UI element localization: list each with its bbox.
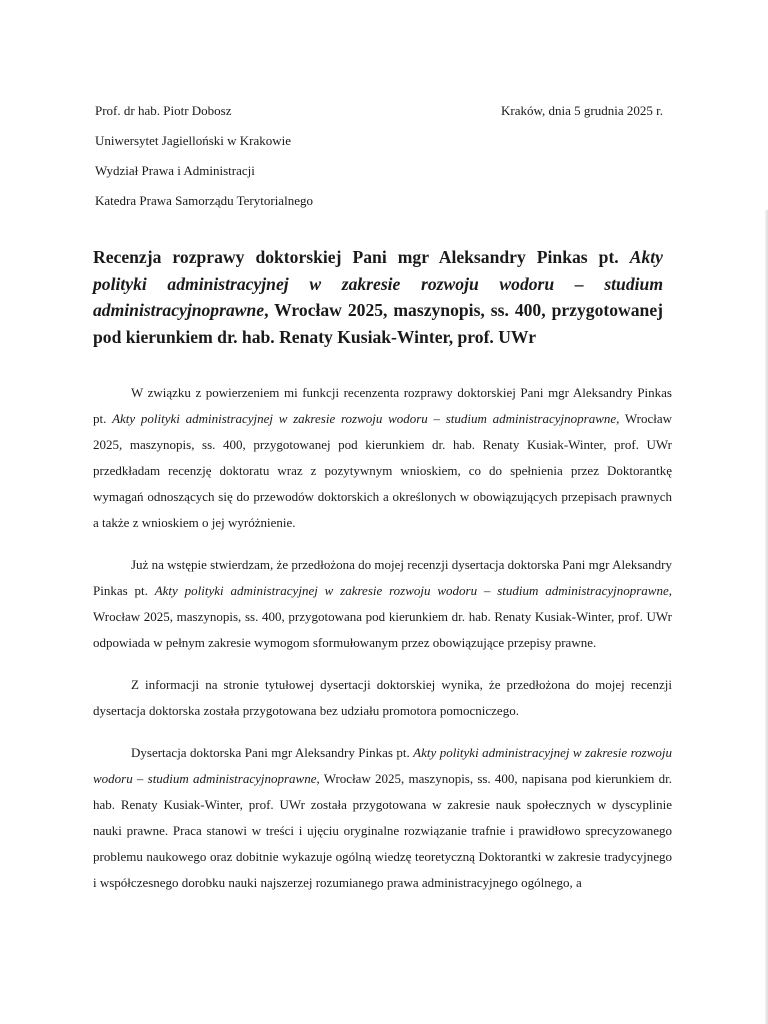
paragraph-text: Już na wstępie stwierdzam, że przedłożona do mojej recenzji dysertacja doktorska Pani mgr Aleksandry Pinkas pt. [93, 557, 672, 598]
title-lead: Recenzja rozprawy doktorskiej Pani mgr Aleksandry Pinkas pt. [93, 247, 619, 267]
review-title [93, 244, 663, 350]
letter-header [95, 96, 663, 216]
author-title: Prof. dr hab. Piotr Dobosz [95, 103, 232, 118]
paragraph-text: , Wrocław 2025, maszynopis, ss. 400, przygotowanej pod kierunkiem dr. hab. Renaty Kusiak-Winter, prof. UWr przedkładam recenzję doktoratu wraz z pozytywnym wnioskiem, co do spełnienia przez Doktorantkę wymagań odnoszących się do przewodów doktorskich a określonych w obowiązujących przepisach prawnych a także z wnioskiem o jej wyróżnienie. [93, 411, 672, 530]
faculty-name: Wydział Prawa i Administracji [95, 163, 255, 178]
paragraph-text: W związku z powierzeniem mi funkcji recenzenta rozprawy doktorskiej Pani mgr Aleksandry Pinkas pt. [93, 385, 672, 426]
title-tail: , Wrocław 2025, maszynopis, ss. 400, przygotowanej pod kierunkiem dr. hab. Renaty Kusiak-Winter, prof. UWr [93, 300, 663, 347]
university-name: Uniwersytet Jagielloński w Krakowie [95, 133, 292, 148]
paragraph-text: Z informacji na stronie tytułowej dysertacji doktorskiej wynika, że przedłożona do mojej recenzji dysertacja doktorska została przygotowana bez udziału promotora pomocniczego. [93, 677, 672, 718]
paragraph-3 [93, 672, 672, 724]
paragraph-italic: Akty polityki administracyjnej w zakresie rozwoju wodoru – studium administracyjnoprawne [112, 411, 617, 426]
paragraph-text: , Wrocław 2025, maszynopis, ss. 400, napisana pod kierunkiem dr. hab. Renaty Kusiak-Winter, prof. UWr została przygotowana w zakresie nauk społecznych w dyscyplinie nauki prawne. Praca stanowi w treści i ujęciu oryginalne rozwiązanie trafnie i prawidłowo sprecyzowanego problemu naukowego oraz dobitnie wykazuje ogólną wiedzę teoretyczną Doktorantki w zakresie tradycyjnego i współczesnego dorobku nauki najszerzej rozumianego prawa administracyjnego ogólnego, a [93, 771, 672, 890]
paragraph-italic: Akty polityki administracyjnej w zakresie rozwoju wodoru – studium administracyjnoprawne [154, 583, 669, 598]
paragraph-text: Dysertacja doktorska Pani mgr Aleksandry Pinkas pt. [131, 745, 414, 760]
paragraph-1 [93, 380, 672, 536]
paragraph-4 [93, 740, 672, 896]
department-name: Katedra Prawa Samorządu Terytorialnego [95, 193, 313, 208]
place-date: Kraków, dnia 5 grudnia 2025 r. [501, 103, 663, 118]
review-body [93, 380, 672, 896]
paragraph-text: , Wrocław 2025, maszynopis, ss. 400, przygotowana pod kierunkiem dr. hab. Renaty Kusiak-Winter, prof. UWr odpowiada w pełnym zakresie wymogom sformułowanym przez obowiązujące przepisy prawne. [93, 583, 672, 650]
title-italic: Akty polityki administracyjnej w zakresie rozwoju wodoru – studium administracyjnoprawne [93, 247, 663, 320]
paragraph-italic: Akty polityki administracyjnej w zakresie rozwoju wodoru – studium administracyjnoprawne [93, 745, 672, 786]
paragraph-2 [93, 552, 672, 656]
